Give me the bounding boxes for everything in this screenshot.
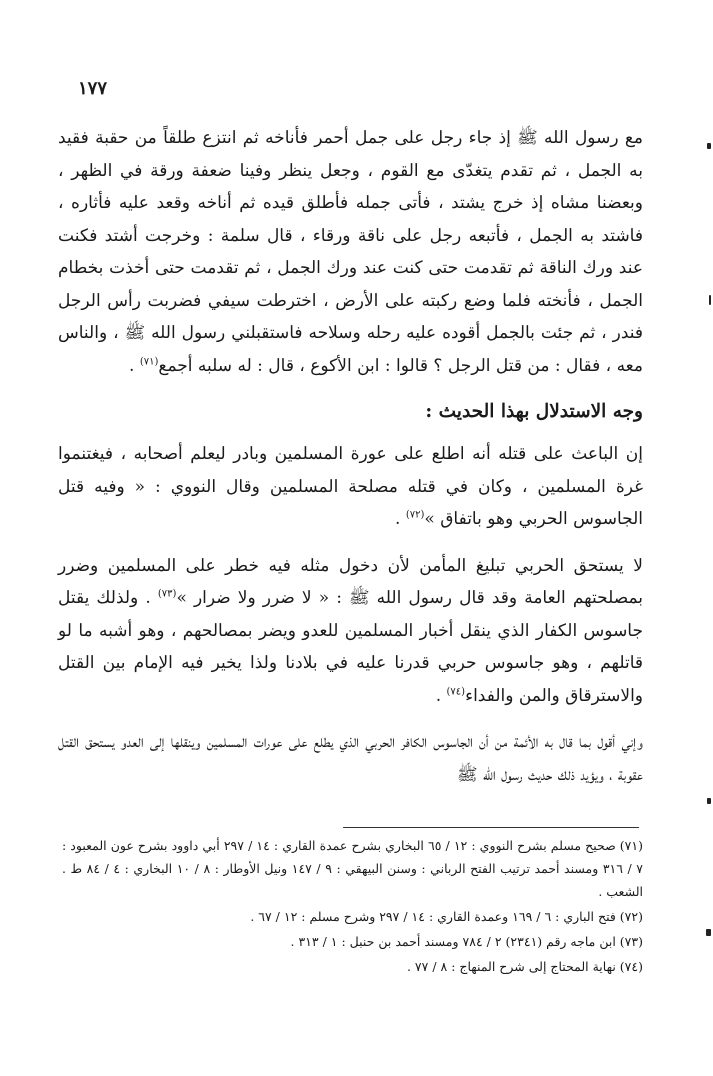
footnote-separator [343,827,639,828]
paragraph-conclusion: وإني أقول بما قال به الأئمة من أن الجاسوس الكافر الحربي الذي يطلع على عورات المسلمين وينقلها إلى العدو يستحق القتل عقوبة ، ويؤيد ذلك حديث رسول الله ﷺ [58,732,643,785]
paragraph-harbi-text-b: ولذلك يقتل جاسوس الكفار الذي ينقل أخبار المسلمين للعدو ويضر بمصالحهم ، وهو أشبه ما لو قاتلهم ، وهو جاسوس حربي قدرنا عليه في بلادنا ولذا يخير فيه الإمام بين القتل والاسترقاق والمن والفداء [58,588,643,706]
paragraph-reason: إن الباعث على قتله أنه اطلع على عورة المسلمين وبادر ليعلم أصحابه ، فيغتنموا غرة المسلمين ، وكان في قتله مصلحة المسلمين وقال النووي : « وفيه قتل الجاسوس الحربي وهو باتفاق »$^{(٧٢)}$ . [58,444,643,529]
paragraph-reason-text: إن الباعث على قتله أنه اطلع على عورة المسلمين وبادر ليعلم أصحابه ، فيغتنموا غرة المسلمين ، وكان في قتله مصلحة المسلمين وقال النووي : « وفيه قتل الجاسوس الحربي وهو باتفاق » [58,444,643,529]
scan-edge-mark [709,295,711,305]
paragraph-hadith: مع رسول الله ﷺ إذ جاء رجل على جمل أحمر فأناخه ثم انتزع طلقاً من حقبة فقيد به الجمل ، ثم تقدم يتغدّى مع القوم ، وجعل ينظر وفينا ضعفة ورقة في الظهر ، وبعضنا مشاه إذ خرج يشتد ، فأتى جمله فأطلق قيده ثم أناخه وقعد عليه فأثاره ، فاشتد به الجمل ، فأتبعه رجل على ناقة ورقاء ، قال سلمة : وخرجت أشتد فكنت عند ورك الناقة ثم تقدمت حتى كنت عند ورك الجمل ، ثم تقدمت حتى أخذت بخطام الجمل ، فأنخته فلما وضع ركبته على الأرض ، اخترطت سيفي فضربت رأس الرجل فندر ، ثم جئت بالجمل أقوده عليه رحله وسلاحه فاستقبلني رسول الله ﷺ ، والناس معه ، فقال : من قتل الرجل ؟ قالوا : ابن الأكوع ، قال : له سلبه أجمع$^{(٧١)}$ . [58,128,643,376]
footnote-73: (٧٣) ابن ماجه رقم (٢٣٤١) ٢ / ٧٨٤ ومسند أحمد بن حنبل : ١ / ٣١٣ . [290,934,643,949]
scan-edge-mark [707,798,711,804]
footnote-ref-72: (٧٢) [405,509,425,521]
paragraph-harbi: لا يستحق الحربي تبليغ المأمن لأن دخول مثله فيه خطر على المسلمين وضرر بمصلحتهم العامة وقد قال رسول الله ﷺ : « لا ضرر ولا ضرار »$^{(٧٣)}$ . ولذلك يقتل جاسوس الكفار الذي ينقل أخبار المسلمين للعدو ويضر بمصالحهم ، وهو أشبه ما لو قاتلهم ، وهو جاسوس حربي قدرنا عليه في بلادنا ولذا يخير فيه الإمام بين القتل والاسترقاق والمن والفداء$^{(٧٤)}$ . [58,555,643,706]
footnote-ref-73: (٧٣) [157,588,177,600]
footnote-71: (٧١) صحيح مسلم بشرح النووي : ١٢ / ٦٥ البخاري بشرح عمدة القاري : ١٤ / ٢٩٧ أبي داوود بشرح عون المعبود : ٧ / ٣١٦ ومسند أحمد ترتيب الفتح الرباني : وسنن البيهقي : ٩ / ١٤٧ ونيل الأوطار : ٨ / ١٠ البخاري : ٤ / ٨٤ ط . الشعب . [62,838,644,899]
footnote-72: (٧٢) فتح الباري : ٦ / ١٦٩ وعمدة القاري : ١٤ / ٢٩٧ وشرح مسلم : ١٢ / ٦٧ . [250,909,643,924]
footnote-ref-74: (٧٤) [446,685,466,697]
main-text [58,118,643,791]
paragraph-hadith-text: مع رسول الله ﷺ إذ جاء رجل على جمل أحمر فأناخه ثم انتزع طلقاً من حقبة فقيد به الجمل ، ثم تقدم يتغدّى مع القوم ، وجعل ينظر وفينا ضعفة ورقة في الظهر ، وبعضنا مشاه إذ خرج يشتد ، فأتى جمله فأطلق قيده ثم أناخه وقعد عليه فأثاره ، فاشتد به الجمل ، فأتبعه رجل على ناقة ورقاء ، قال سلمة : وخرجت أشتد فكنت عند ورك الناقة ثم تقدمت حتى كنت عند ورك الجمل ، ثم تقدمت حتى أخذت بخطام الجمل ، فأنخته فلما وضع ركبته على الأرض ، اخترطت سيفي فضربت رأس الرجل فندر ، ثم جئت بالجمل أقوده عليه رحله وسلاحه فاستقبلني رسول الله ﷺ ، والناس معه ، فقال : من قتل الرجل ؟ قالوا : ابن الأكوع ، قال : له سلبه أجمع [58,128,643,376]
scan-edge-mark [707,143,711,149]
footnotes [62,834,643,980]
scan-edge-mark [706,929,711,936]
paragraph-harbi-text-a: لا يستحق الحربي تبليغ المأمن لأن دخول مثله فيه خطر على المسلمين وضرر بمصلحتهم العامة وقد قال رسول الله ﷺ : « لا ضرر ولا ضرار » [58,555,643,608]
section-heading: وجه الاستدلال بهذا الحديث : [425,401,643,422]
page-number: ١٧٧ [78,78,108,99]
footnote-74: (٧٤) نهاية المحتاج إلى شرح المنهاج : ٨ / ٧٧ . [406,959,643,974]
footnote-ref-71: (٧١) [139,355,159,367]
